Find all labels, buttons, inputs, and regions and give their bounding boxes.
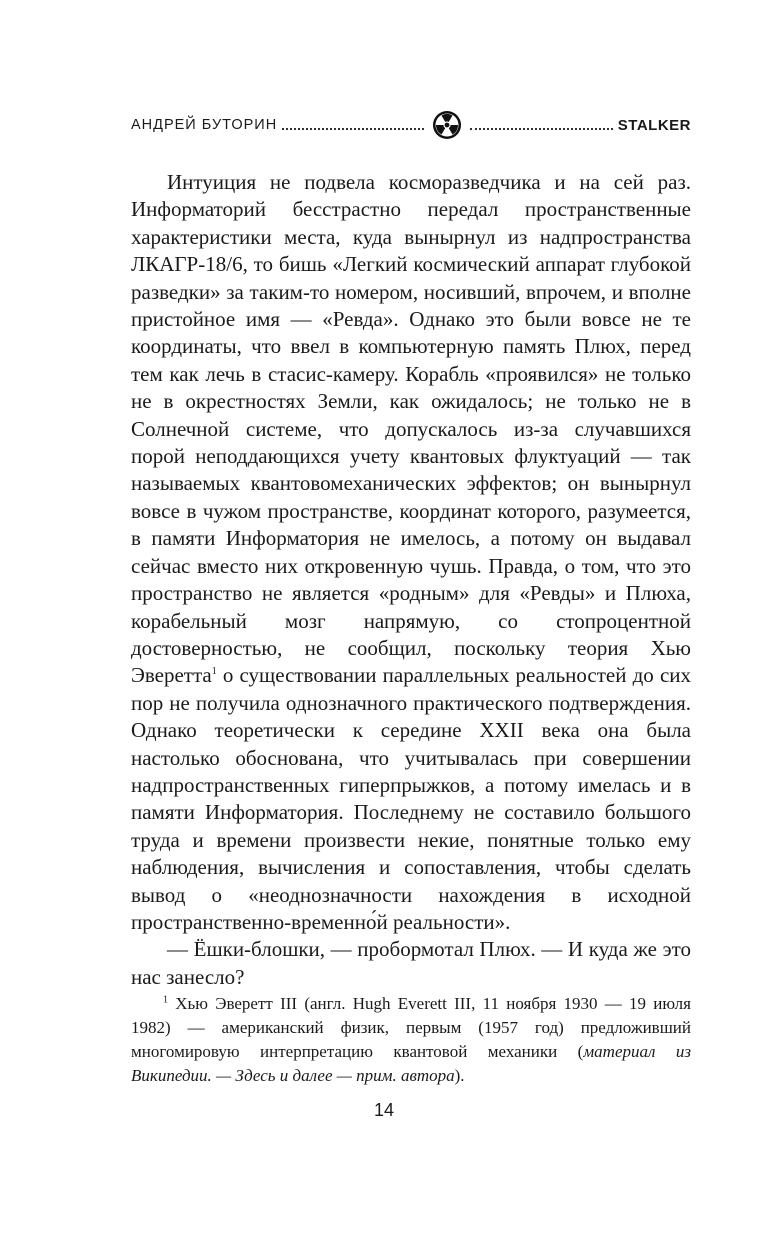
main-text (131, 169, 691, 991)
header-dotted-leader-right (470, 128, 612, 130)
footnote-italic-note: материал из Википедии. — Здесь и далее — прим. автора (131, 1042, 691, 1085)
footnote (131, 992, 691, 1088)
radiation-icon (432, 110, 462, 140)
paragraph (131, 169, 691, 936)
paragraph-text-part-2: о существовании параллельных реальностей до сих пор не получила однозначного практического подтверждения. Однако теоретически к середине XXII века она была настолько обоснована, что учитывалась при совершении надпространственных гиперпрыжков, а потому имелась и в памяти Информатория. Последнему не составило большого труда и времени произвести некие, понятные только ему наблюдения, вычисления и сопоставления, чтобы сделать вывод о «неоднозначности нахождения в исходной пространственно-временно́й реальности». (131, 663, 691, 934)
header-dotted-leader-left (282, 128, 424, 130)
dialogue-paragraph: — Ёшки-блошки, — пробормотал Плюх. — И куда же это нас занесло? (131, 937, 691, 989)
footnote-reference: 1 (211, 666, 217, 678)
series-name: STALKER (617, 116, 691, 134)
paragraph-text-part-1: Интуиция не подвела косморазведчика и на сей раз. Информаторий бесстрастно передал пространственные характеристики места, куда вынырнул из надпространства ЛКАГР-18/6, то бишь «Легкий космический аппарат глубокой разведки» за таким-то номером, носивший, впрочем, и вполне пристойное имя — «Ревда». Однако это были вовсе не те координаты, что ввел в компьютерную память Плюх, перед тем как лечь в стасис-камеру. Корабль «проявился» не только не в окрестностях Земли, как ожидалось; не только не в Солнечной системе, что допускалось из-за случавшихся порой неподдающихся учету квантовых флуктуаций — так называемых квантовомеханических эффектов; он вынырнул вовсе в чужом пространстве, координат которого, разумеется, в памяти Информатория не имелось, а потому он выдавал сейчас вместо них откровенную чушь. Правда, о том, что это пространство не является «родным» для «Ревды» и Плюха, корабельный мозг напрямую, со стопроцентной достоверностью, не сообщил, поскольку теория Хью Эверетта (131, 170, 691, 688)
page-number: 14 (373, 1100, 395, 1120)
running-header (131, 112, 691, 138)
footnote-end: ). (454, 1066, 465, 1085)
author-name: АНДРЕЙ БУТОРИН (131, 117, 278, 133)
footnote-text: Хью Эверетт III (англ. Hugh Everett III, 11 ноября 1930 — 19 июля 1982) — американский физик, первым (1957 год) предложивший многомировую интерпретацию квантовой механики ( (131, 994, 691, 1061)
footnote-marker: 1 (163, 994, 168, 1006)
